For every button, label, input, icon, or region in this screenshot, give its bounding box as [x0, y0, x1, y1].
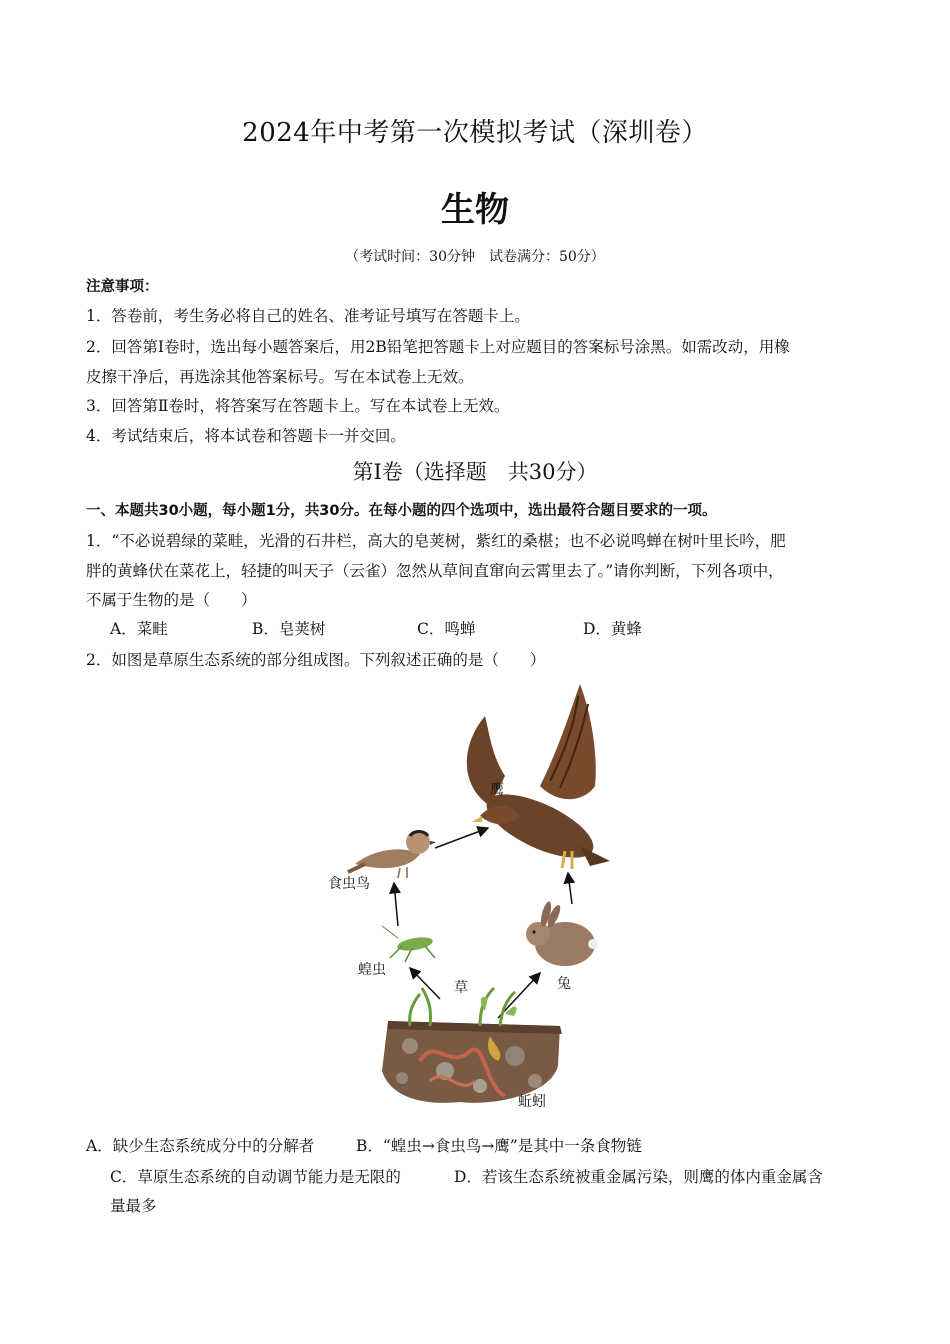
label-rabbit: 兔: [557, 976, 571, 992]
section-title: 第Ⅰ卷（选择题 共30分）: [352, 460, 598, 484]
question-2-option-c: C．草原生态系统的自动调节能力是无限的: [110, 1168, 401, 1186]
note-item-2-line-2: 皮擦干净后，再选涂其他答案标号。写在本试卷上无效。: [86, 368, 474, 386]
question-1-line-3: 不属于生物的是（ ）: [86, 591, 257, 609]
label-eagle: 鹰: [490, 782, 504, 798]
exam-title: 2024年中考第一次模拟考试（深圳卷）: [242, 118, 708, 148]
eagle-image: [467, 684, 610, 870]
question-1-option-d: D．黄蜂: [583, 620, 642, 638]
question-1-line-1: 1．“不必说碧绿的菜畦，光滑的石井栏，高大的皂荚树，紫红的桑椹；也不必说鸣蝉在树叶里长吟，肥: [86, 532, 786, 550]
label-grass: 草: [454, 980, 468, 996]
food-web-figure: [310, 676, 630, 1116]
note-item-3: 3．回答第Ⅱ卷时，将答案写在答题卡上。写在本试卷上无效。: [86, 397, 510, 415]
question-2-stem: 2．如图是草原生态系统的部分组成图。下列叙述正确的是（ ）: [86, 651, 546, 669]
label-insectivorous-bird: 食虫鸟: [328, 876, 370, 892]
question-2-option-a: A．缺少生态系统成分中的分解者: [86, 1137, 315, 1155]
question-1-option-c: C．鸣蝉: [417, 620, 476, 638]
subject-title: 生物: [441, 190, 509, 230]
exam-time-info: （考试时间：30分钟 试卷满分：50分）: [345, 249, 605, 265]
notes-heading: 注意事项：: [86, 279, 159, 295]
insectivorous-bird-image: [348, 830, 436, 878]
arrow-rabbit-to-eagle: [568, 873, 572, 904]
question-1-option-a: A．菜畦: [110, 620, 168, 638]
rabbit-image: [526, 900, 598, 966]
question-2-option-d: D．若该生态系统被重金属污染，则鹰的体内重金属含: [454, 1168, 823, 1186]
locust-image: [382, 926, 435, 962]
note-item-2-line-1: 2．回答第Ⅰ卷时，选出每小题答案后，用2B铅笔把答题卡上对应题目的答案标号涂黑。如需改动，用橡: [86, 338, 790, 356]
question-2-option-d-continued: 量最多: [110, 1197, 157, 1215]
label-earthworm: 蚯蚓: [518, 1094, 546, 1110]
note-item-4: 4．考试结束后，将本试卷和答题卡一并交回。: [86, 427, 406, 445]
label-locust: 蝗虫: [358, 962, 386, 978]
arrow-locust-to-bird: [394, 883, 398, 926]
question-1-option-b: B．皂荚树: [252, 620, 326, 638]
question-2-option-b: B．“蝗虫→食虫鸟→鹰”是其中一条食物链: [356, 1137, 642, 1155]
arrow-bird-to-eagle: [435, 828, 488, 848]
question-1-line-2: 胖的黄蜂伏在菜花上，轻捷的叫天子（云雀）忽然从草间直窜向云霄里去了。”请你判断，下列各项中，: [86, 562, 784, 580]
soil-with-grass-image: [382, 988, 562, 1103]
note-item-1: 1．答卷前，考生务必将自己的姓名、准考证号填写在答题卡上。: [86, 307, 530, 325]
section-instruction: 一、本题共30小题，每小题1分，共30分。在每小题的四个选项中，选出最符合题目要求的一项。: [86, 503, 717, 519]
